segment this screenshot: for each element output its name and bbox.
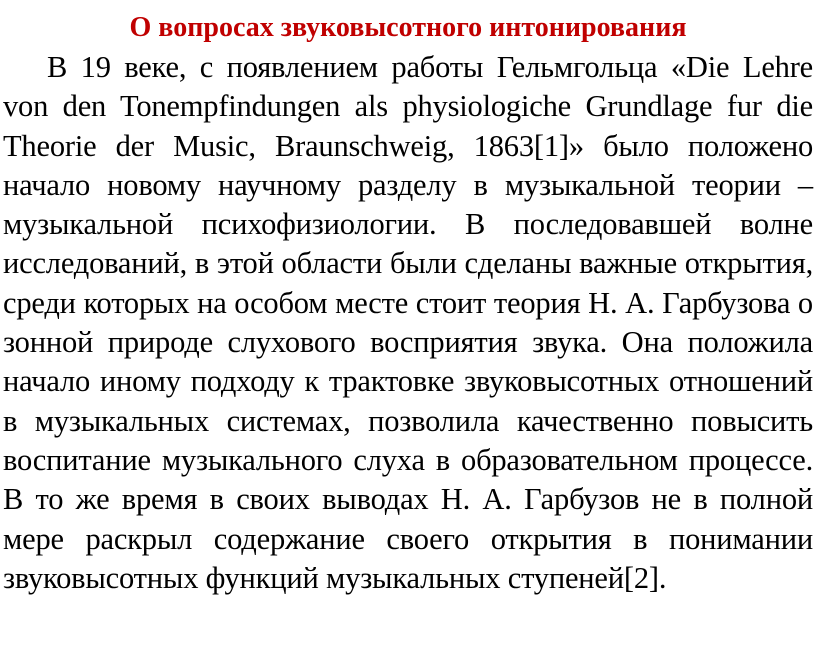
document-title: О вопросах звуковысотного интонирования — [129, 12, 687, 43]
body-paragraph: В 19 веке, с появлением работы Гельмгольца «Die Lehre von den Tonempfindungen als physiologiche Grundlage fur die Theorie der Music, Braunschweig, 1863[1]» было положено начало новому научному разделу в музыкальной теории – музыкальной психофизиологии. В последовавшей волне исследований, в этой области были сделаны важные открытия, среди которых на особом месте стоит теория Н. А. Гарбузова о зонной природе слухового восприятия звука. Она положила начало иному подходу к трактовке звуковысотных отношений в музыкальных системах, позволила качественно повысить воспитание музыкального слуха в образовательном процессе. В то же время в своих выводах Н. А. Гарбузов не в полной мере раскрыл содержание своего открытия в понимании звуковысотных функций музыкальных ступеней[2]. — [3, 50, 813, 595]
